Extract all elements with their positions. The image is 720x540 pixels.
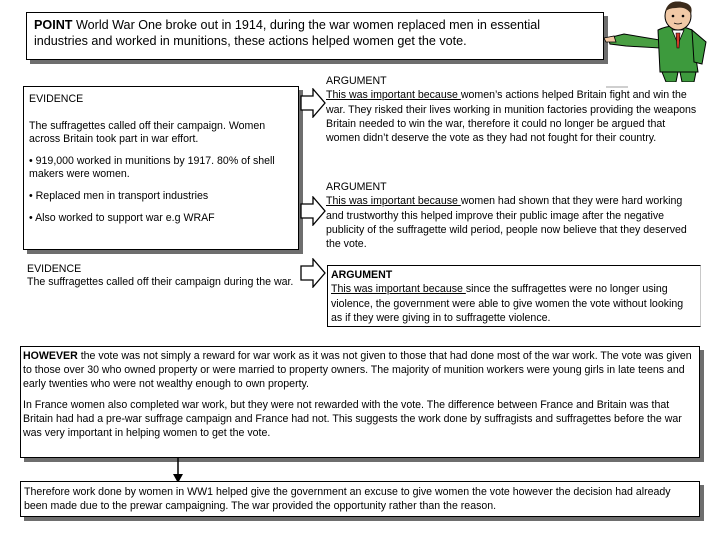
however-text-1: the vote was not simply a reward for war work as it was not given to those that had done most of the war work. The vote was given to those over 30 who owned property or were married to property owners. The majority of munition workers were young girls in late teens and early twenties who were not wealthy enough to own property. (23, 350, 692, 390)
evidence-1-heading: EVIDENCE (29, 93, 84, 105)
argument-1-lead: This was important because (326, 89, 461, 102)
evidence-2-heading: EVIDENCE (27, 263, 82, 275)
evidence-1-text-1: The suffragettes called off their campaign. Women across Britain took part in war effort. (29, 120, 266, 145)
however-box (20, 346, 700, 458)
pointing-man-illustration (602, 0, 720, 82)
argument-3-body (331, 282, 697, 325)
arrow-evidence-to-argument-1 (300, 88, 326, 118)
however-paragraph-1 (23, 349, 697, 391)
argument-1-body (326, 88, 702, 145)
point-label: POINT (34, 18, 73, 32)
evidence-1-bullet-transport: • Replaced men in transport industries (29, 190, 209, 202)
point-text: World War One broke out in 1914, during the war women replaced men in essential industries and worked in munitions, these actions helped women get the vote. (34, 18, 541, 48)
evidence-box-1 (23, 86, 299, 250)
argument-2-heading: ARGUMENT (326, 181, 387, 193)
evidence-1-bullet-wraf: • Also worked to support war e.g WRAF (29, 212, 215, 224)
however-label: HOWEVER (23, 350, 78, 362)
argument-3-lead: This was important because (331, 283, 466, 296)
evidence-1-bullet-munitions: • 919,000 worked in munitions by 1917. 80% of shell makers were women. (29, 155, 275, 180)
argument-2 (326, 180, 702, 251)
evidence-2-text: The suffragettes called off their campaign during the war. (27, 276, 294, 288)
arrow-evidence-to-argument-2 (300, 196, 326, 226)
argument-3 (327, 265, 701, 327)
argument-1-text: women’s actions helped Britain fight and win the war. They risked their lives working in munition factories providing the weapons Britain needed to win the war, therefore it could no longer be argued that women didn’t deserve the vote as they had not fought for their country. (326, 89, 697, 145)
evidence-box-2 (23, 259, 299, 339)
argument-2-body (326, 194, 702, 251)
however-paragraph-france: In France women also completed war work, but they were not rewarded with the vote. The difference between France and Britain was that Britain had had a pre-war suffrage campaign and France had not. This suggests the work done by suffragists and suffragettes before the war was very important in helping women to get the vote. (23, 399, 682, 439)
argument-1-heading: ARGUMENT (326, 75, 387, 87)
argument-3-heading: ARGUMENT (331, 269, 393, 281)
argument-2-lead: This was important because (326, 195, 461, 208)
conclusion-text: Therefore work done by women in WW1 helped give the government an excuse to give women the vote however the decision had already been made due to the prewar campaigning. The war provided the opportunity rather than the reason. (24, 486, 671, 512)
argument-3-text: since the suffragettes were no longer using violence, the government were able to give women the vote without looking as if they were giving in to suffragette violence. (331, 283, 684, 324)
point-box (26, 12, 604, 60)
arrow-evidence-to-argument-3 (300, 258, 326, 288)
argument-1 (326, 74, 702, 145)
conclusion-box (20, 481, 700, 517)
argument-2-text: women had shown that they were hard working and trustworthy this helped improve their public image after the negative publicity of the suffragette wild period, people now believe that they deserved the vote. (326, 195, 687, 251)
